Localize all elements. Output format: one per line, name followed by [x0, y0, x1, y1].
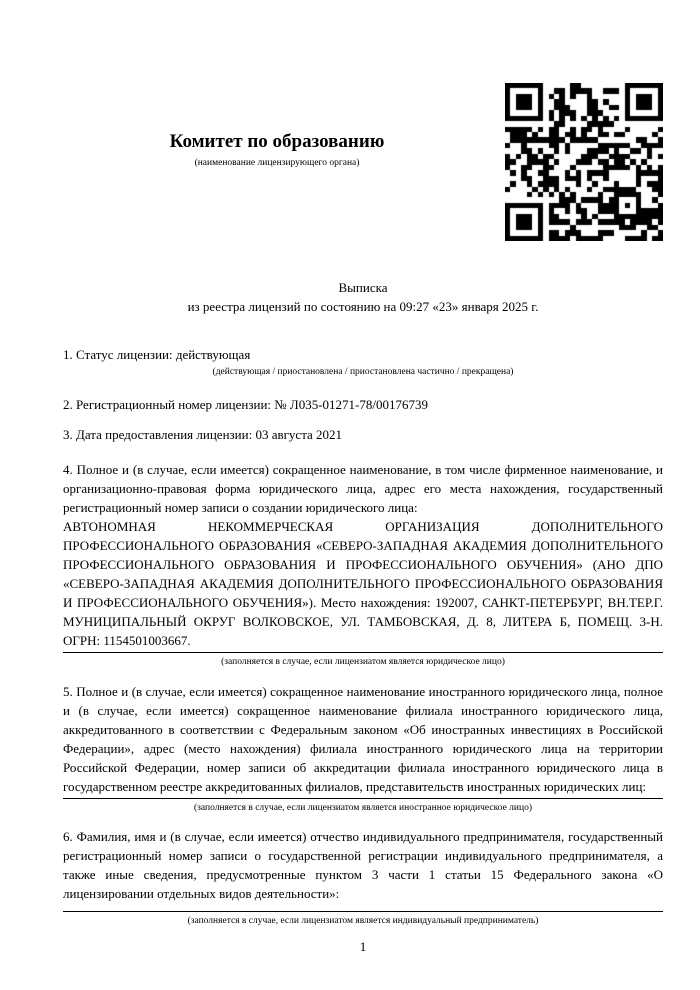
qr-code-image — [505, 83, 663, 241]
license-grant-date: 3. Дата предоставления лицензии: 03 августа 2021 — [63, 427, 343, 442]
legal-entity-value: АВТОНОМНАЯ НЕКОММЕРЧЕСКАЯ ОРГАНИЗАЦИЯ ДОПОЛНИТЕЛЬНОГО ПРОФЕССИОНАЛЬНОГО ОБРАЗОВАНИЯ «СЕВЕРО-ЗАПАДНАЯ АКАДЕМИЯ ДОПОЛНИТЕЛЬНОГО ПРОФЕССИОНАЛЬНОГО ОБРАЗОВАНИЯ И ПРОФЕССИОНАЛЬНОГО ОБУЧЕНИЯ» (АНО ДПО «СЕВЕРО-ЗАПАДНАЯ АКАДЕМИЯ ДОПОЛНИТЕЛЬНОГО ПРОФЕССИОНАЛЬНОГО ОБРАЗОВАНИЯ И ПРОФЕССИОНАЛЬНОГО ОБУЧЕНИЯ»). Место нахождения: 192007, САНКТ-ПЕТЕРБУРГ, ВН.ТЕР.Г. МУНИЦИПАЛЬНЫЙ ОКРУГ ВОЛКОВСКОЕ, УЛ. ТАМБОВСКАЯ, Д. 8, ЛИТЕРА Б, ПОМЕЩ. 3-Н. ОГРН: 1154501003667. — [63, 519, 663, 648]
licensing-authority-header — [63, 130, 491, 169]
individual-entrepreneur-text: 6. Фамилия, имя и (в случае, если имеется) отчество индивидуального предпринимателя, государственный регистрационный номер записи о государственной регистрации индивидуального предпринимателя, а также иные сведения, предусмотренные пунктом 3 части 1 статьи 15 Федерального закона «О лицензировании отдельных видов деятельности»: — [63, 829, 663, 901]
document-title-line2: из реестра лицензий по состоянию на 09:27 «23» января 2025 г. — [187, 299, 539, 314]
legal-entity-intro: 4. Полное и (в случае, если имеется) сокращенное наименование, в том числе фирменное наименование, и организационно-правовая форма юридического лица, адрес его места нахождения, государственный регистрационный номер записи о создании юридического лица: — [63, 462, 663, 515]
foreign-entity-caption: (заполняется в случае, если лицензиатом является иностранное юридическое лицо) — [194, 803, 532, 813]
divider-line-foreign-entity — [63, 798, 663, 799]
document-title — [63, 278, 663, 316]
licensing-authority-caption: (наименование лицензирующего органа) — [194, 158, 360, 168]
license-status: 1. Статус лицензии: действующая — [63, 347, 251, 362]
license-status-caption: (действующая / приостановлена / приостановлена частично / прекращена) — [212, 367, 514, 377]
legal-entity-caption: (заполняется в случае, если лицензиатом является юридическое лицо) — [221, 657, 505, 667]
licensing-authority-name: Комитет по образованию — [169, 131, 385, 152]
divider-line-legal-entity — [63, 652, 663, 653]
document-body — [63, 278, 663, 955]
individual-entrepreneur-caption: (заполняется в случае, если лицензиатом является индивидуальный предприниматель) — [187, 916, 539, 926]
divider-line-entrepreneur — [63, 911, 663, 912]
license-registration-number: 2. Регистрационный номер лицензии: № Л035-01271-78/00176739 — [63, 397, 429, 412]
document-title-line1: Выписка — [338, 280, 388, 295]
foreign-entity-text: 5. Полное и (в случае, если имеется) сокращенное наименование иностранного юридического лица, полное и (в случае, если имеется) сокращенное наименование филиала иностранного юридического лица, аккредитованного в соответствии с Федеральным законом «Об иностранных инвестициях в Российской Федерации», адрес (место нахождения) филиала иностранного юридического лица на территории Российской Федерации, номер записи об аккредитации филиала иностранного юридического лица в государственном реестре аккредитованных филиалов, представительств иностранных юридических лиц: — [63, 684, 663, 794]
qr-code — [505, 83, 663, 241]
page-number: 1 — [359, 939, 367, 954]
